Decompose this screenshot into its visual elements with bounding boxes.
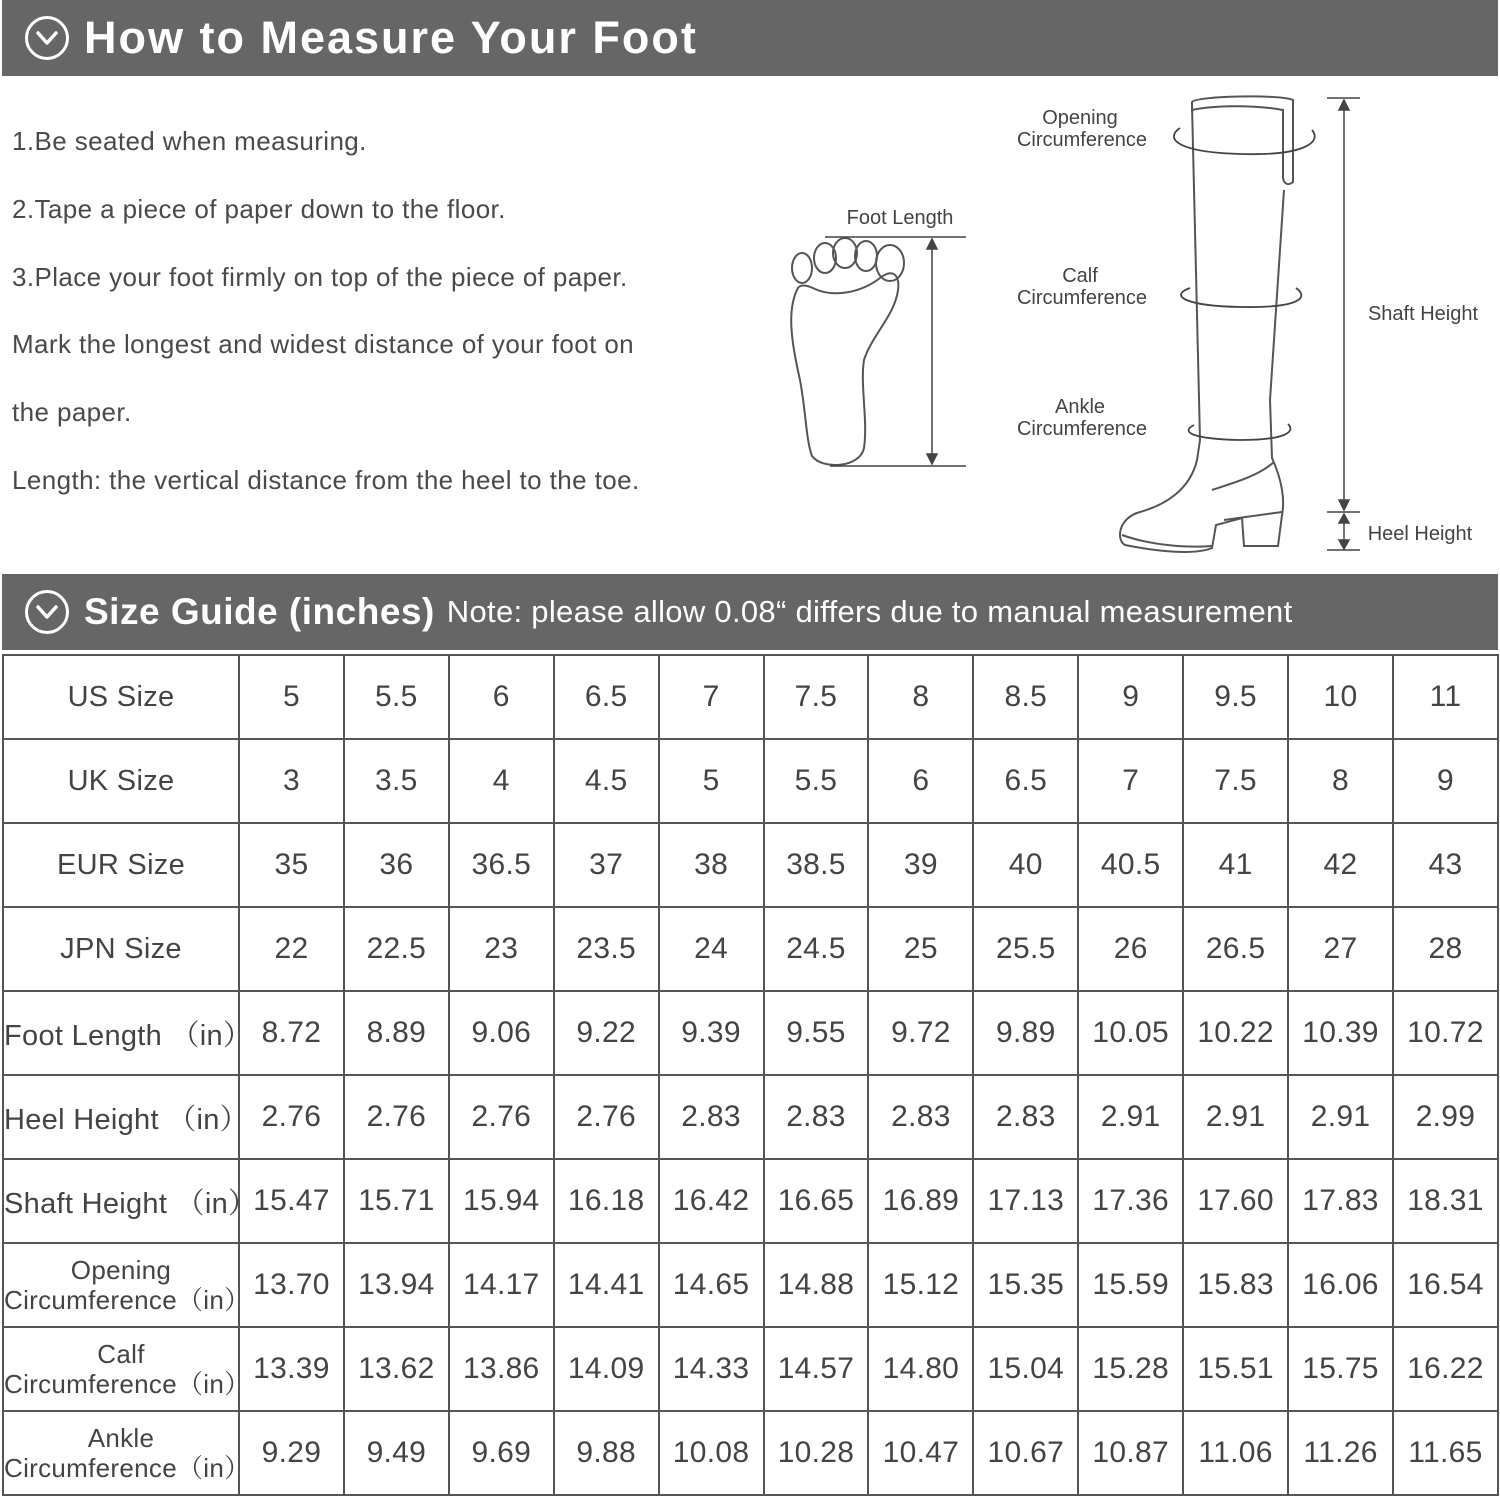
table-cell: 2.83 [868,1075,973,1159]
table-row [3,655,1498,739]
table-cell: 10.67 [973,1411,1078,1495]
table-cell: 9.39 [659,991,764,1075]
table-cell: 16.65 [764,1159,869,1243]
heel-height-measure [1327,514,1360,550]
table-cell: 36 [344,823,449,907]
table-cell: 2.91 [1183,1075,1288,1159]
instruction-line: the paper. [12,397,132,428]
table-cell: 2.83 [764,1075,869,1159]
table-cell: 15.59 [1078,1243,1183,1327]
table-cell: 14.57 [764,1327,869,1411]
table-cell: 7 [659,655,764,739]
table-cell: 8.89 [344,991,449,1075]
table-cell: 9 [1393,739,1498,823]
table-cell: 9.55 [764,991,869,1075]
size-table [2,654,1499,1496]
table-cell: 8 [868,655,973,739]
table-cell: 11 [1393,655,1498,739]
row-label-line: Circumference（in） [4,1453,251,1483]
table-row [3,1327,1498,1411]
shaft-height-measure [1327,98,1360,512]
table-cell: 40 [973,823,1078,907]
table-cell: 4.5 [554,739,659,823]
table-cell: 17.60 [1183,1159,1288,1243]
table-cell: 23.5 [554,907,659,991]
table-cell: 17.36 [1078,1159,1183,1243]
table-cell: 27 [1288,907,1393,991]
table-cell: 13.62 [344,1327,449,1411]
instruction-line: Length: the vertical distance from the heel to the toe. [12,464,640,495]
foot-length-label: Foot Length [846,207,954,229]
chevron-down-circle-icon [25,590,69,634]
table-cell: 15.04 [973,1327,1078,1411]
table-cell: 4 [449,739,554,823]
table-cell: 14.09 [554,1327,659,1411]
table-cell: 16.42 [659,1159,764,1243]
foot-length-measure [825,237,966,466]
table-cell: 22 [239,907,344,991]
table-row [3,1411,1498,1495]
table-cell: 15.47 [239,1159,344,1243]
opening-label: Opening [1042,107,1118,129]
table-cell: 11.65 [1393,1411,1498,1495]
instruction-line: 1.Be seated when measuring. [12,126,367,156]
table-cell: 6.5 [554,655,659,739]
table-cell: 14.88 [764,1243,869,1327]
size-guide-header [2,574,1498,650]
table-cell: 8 [1288,739,1393,823]
table-cell: 2.76 [554,1075,659,1159]
table-cell: 16.22 [1393,1327,1498,1411]
table-cell: 36.5 [449,823,554,907]
calf-label: Calf [1062,265,1098,287]
table-cell: 6 [868,739,973,823]
row-label: Heel Height （in） [3,1075,239,1159]
measurement-diagram [0,0,1500,574]
table-cell: 16.06 [1288,1243,1393,1327]
table-cell: 14.80 [868,1327,973,1411]
calf-label-2: Circumference [1016,287,1148,309]
table-cell: 42 [1288,823,1393,907]
table-cell: 39 [868,823,973,907]
table-cell: 15.35 [973,1243,1078,1327]
instruction-line: Mark the longest and widest distance of your foot on [12,329,635,360]
table-cell: 3 [239,739,344,823]
table-cell: 18.31 [1393,1159,1498,1243]
table-cell: 16.18 [554,1159,659,1243]
table-cell: 17.13 [973,1159,1078,1243]
table-cell: 7.5 [764,655,869,739]
table-cell: 2.91 [1288,1075,1393,1159]
table-cell: 10.39 [1288,991,1393,1075]
table-cell: 9.5 [1183,655,1288,739]
table-cell: 9.49 [344,1411,449,1495]
table-cell: 13.39 [239,1327,344,1411]
table-cell: 10.05 [1078,991,1183,1075]
table-cell: 6 [449,655,554,739]
row-label-line: Calf [97,1339,145,1369]
table-cell: 24.5 [764,907,869,991]
table-cell: 8.5 [973,655,1078,739]
table-cell: 8.72 [239,991,344,1075]
row-label-line: Opening [70,1255,172,1285]
table-cell: 2.76 [239,1075,344,1159]
table-row [3,1159,1498,1243]
table-cell: 2.91 [1078,1075,1183,1159]
table-cell: 10.72 [1393,991,1498,1075]
row-label-line: Circumference（in） [4,1285,251,1315]
table-cell: 38.5 [764,823,869,907]
table-cell: 2.83 [973,1075,1078,1159]
table-cell: 17.83 [1288,1159,1393,1243]
ankle-label: Ankle [1054,396,1106,418]
table-cell: 14.33 [659,1327,764,1411]
table-cell: 15.75 [1288,1327,1393,1411]
table-row [3,823,1498,907]
table-cell: 25.5 [973,907,1078,991]
table-cell: 7 [1078,739,1183,823]
table-cell: 9.89 [973,991,1078,1075]
table-cell: 6.5 [973,739,1078,823]
table-cell: 5 [239,655,344,739]
table-cell: 37 [554,823,659,907]
table-row [3,907,1498,991]
table-cell: 10 [1288,655,1393,739]
table-cell: 26 [1078,907,1183,991]
table-cell: 11.26 [1288,1411,1393,1495]
table-cell: 5.5 [764,739,869,823]
table-cell: 9.06 [449,991,554,1075]
table-cell: 16.54 [1393,1243,1498,1327]
ankle-label-2: Circumference [1016,418,1148,440]
table-cell: 9.88 [554,1411,659,1495]
table-cell: 25 [868,907,973,991]
table-cell: 15.28 [1078,1327,1183,1411]
row-label [3,1243,251,1327]
table-cell: 9 [1078,655,1183,739]
row-label: JPN Size [3,907,239,991]
table-cell: 10.87 [1078,1411,1183,1495]
table-cell: 15.71 [344,1159,449,1243]
table-cell: 24 [659,907,764,991]
heel-height-label: Heel Height [1367,523,1473,545]
table-cell: 38 [659,823,764,907]
row-label: Shaft Height （in） [3,1159,239,1243]
table-cell: 9.29 [239,1411,344,1495]
foot-outline-icon [791,238,904,465]
table-row [3,991,1498,1075]
table-cell: 43 [1393,823,1498,907]
table-cell: 22.5 [344,907,449,991]
table-cell: 15.51 [1183,1327,1288,1411]
opening-label-2: Circumference [1016,129,1148,151]
shaft-height-label: Shaft Height [1367,303,1479,325]
table-cell: 14.17 [449,1243,554,1327]
row-label: UK Size [3,739,239,823]
table-cell: 3.5 [344,739,449,823]
table-cell: 13.94 [344,1243,449,1327]
table-cell: 15.94 [449,1159,554,1243]
row-label-line: Ankle [87,1423,155,1453]
size-guide-title: Size Guide (inches) [84,591,435,632]
table-cell: 40.5 [1078,823,1183,907]
table-cell: 23 [449,907,554,991]
table-cell: 9.22 [554,991,659,1075]
table-cell: 13.70 [239,1243,344,1327]
table-cell: 10.47 [868,1411,973,1495]
table-cell: 10.08 [659,1411,764,1495]
table-cell: 15.83 [1183,1243,1288,1327]
table-cell: 2.76 [344,1075,449,1159]
table-cell: 9.72 [868,991,973,1075]
table-cell: 35 [239,823,344,907]
row-label-line: Circumference（in） [4,1369,251,1399]
table-row [3,739,1498,823]
instruction-line: 2.Tape a piece of paper down to the floor. [12,193,506,224]
table-cell: 5 [659,739,764,823]
table-cell: 2.83 [659,1075,764,1159]
table-cell: 5.5 [344,655,449,739]
size-guide-note: Note: please allow 0.08“ differs due to manual measurement [446,594,1293,629]
table-cell: 14.65 [659,1243,764,1327]
table-cell: 2.99 [1393,1075,1498,1159]
row-label [3,1411,251,1495]
table-cell: 15.12 [868,1243,973,1327]
measure-title: How to Measure Your Foot [84,12,698,63]
table-row [3,1243,1498,1327]
table-cell: 28 [1393,907,1498,991]
table-cell: 10.28 [764,1411,869,1495]
row-label: Foot Length （in） [3,991,239,1075]
table-cell: 10.22 [1183,991,1288,1075]
table-cell: 41 [1183,823,1288,907]
table-cell: 9.69 [449,1411,554,1495]
table-cell: 26.5 [1183,907,1288,991]
table-cell: 16.89 [868,1159,973,1243]
row-label: EUR Size [3,823,239,907]
table-cell: 14.41 [554,1243,659,1327]
table-cell: 13.86 [449,1327,554,1411]
table-cell: 11.06 [1183,1411,1288,1495]
row-label: US Size [3,655,239,739]
table-cell: 2.76 [449,1075,554,1159]
row-label [3,1327,251,1411]
boot-outline-icon [1120,96,1293,552]
table-cell: 7.5 [1183,739,1288,823]
table-row [3,1075,1498,1159]
instruction-line: 3.Place your foot firmly on top of the piece of paper. [12,261,628,292]
